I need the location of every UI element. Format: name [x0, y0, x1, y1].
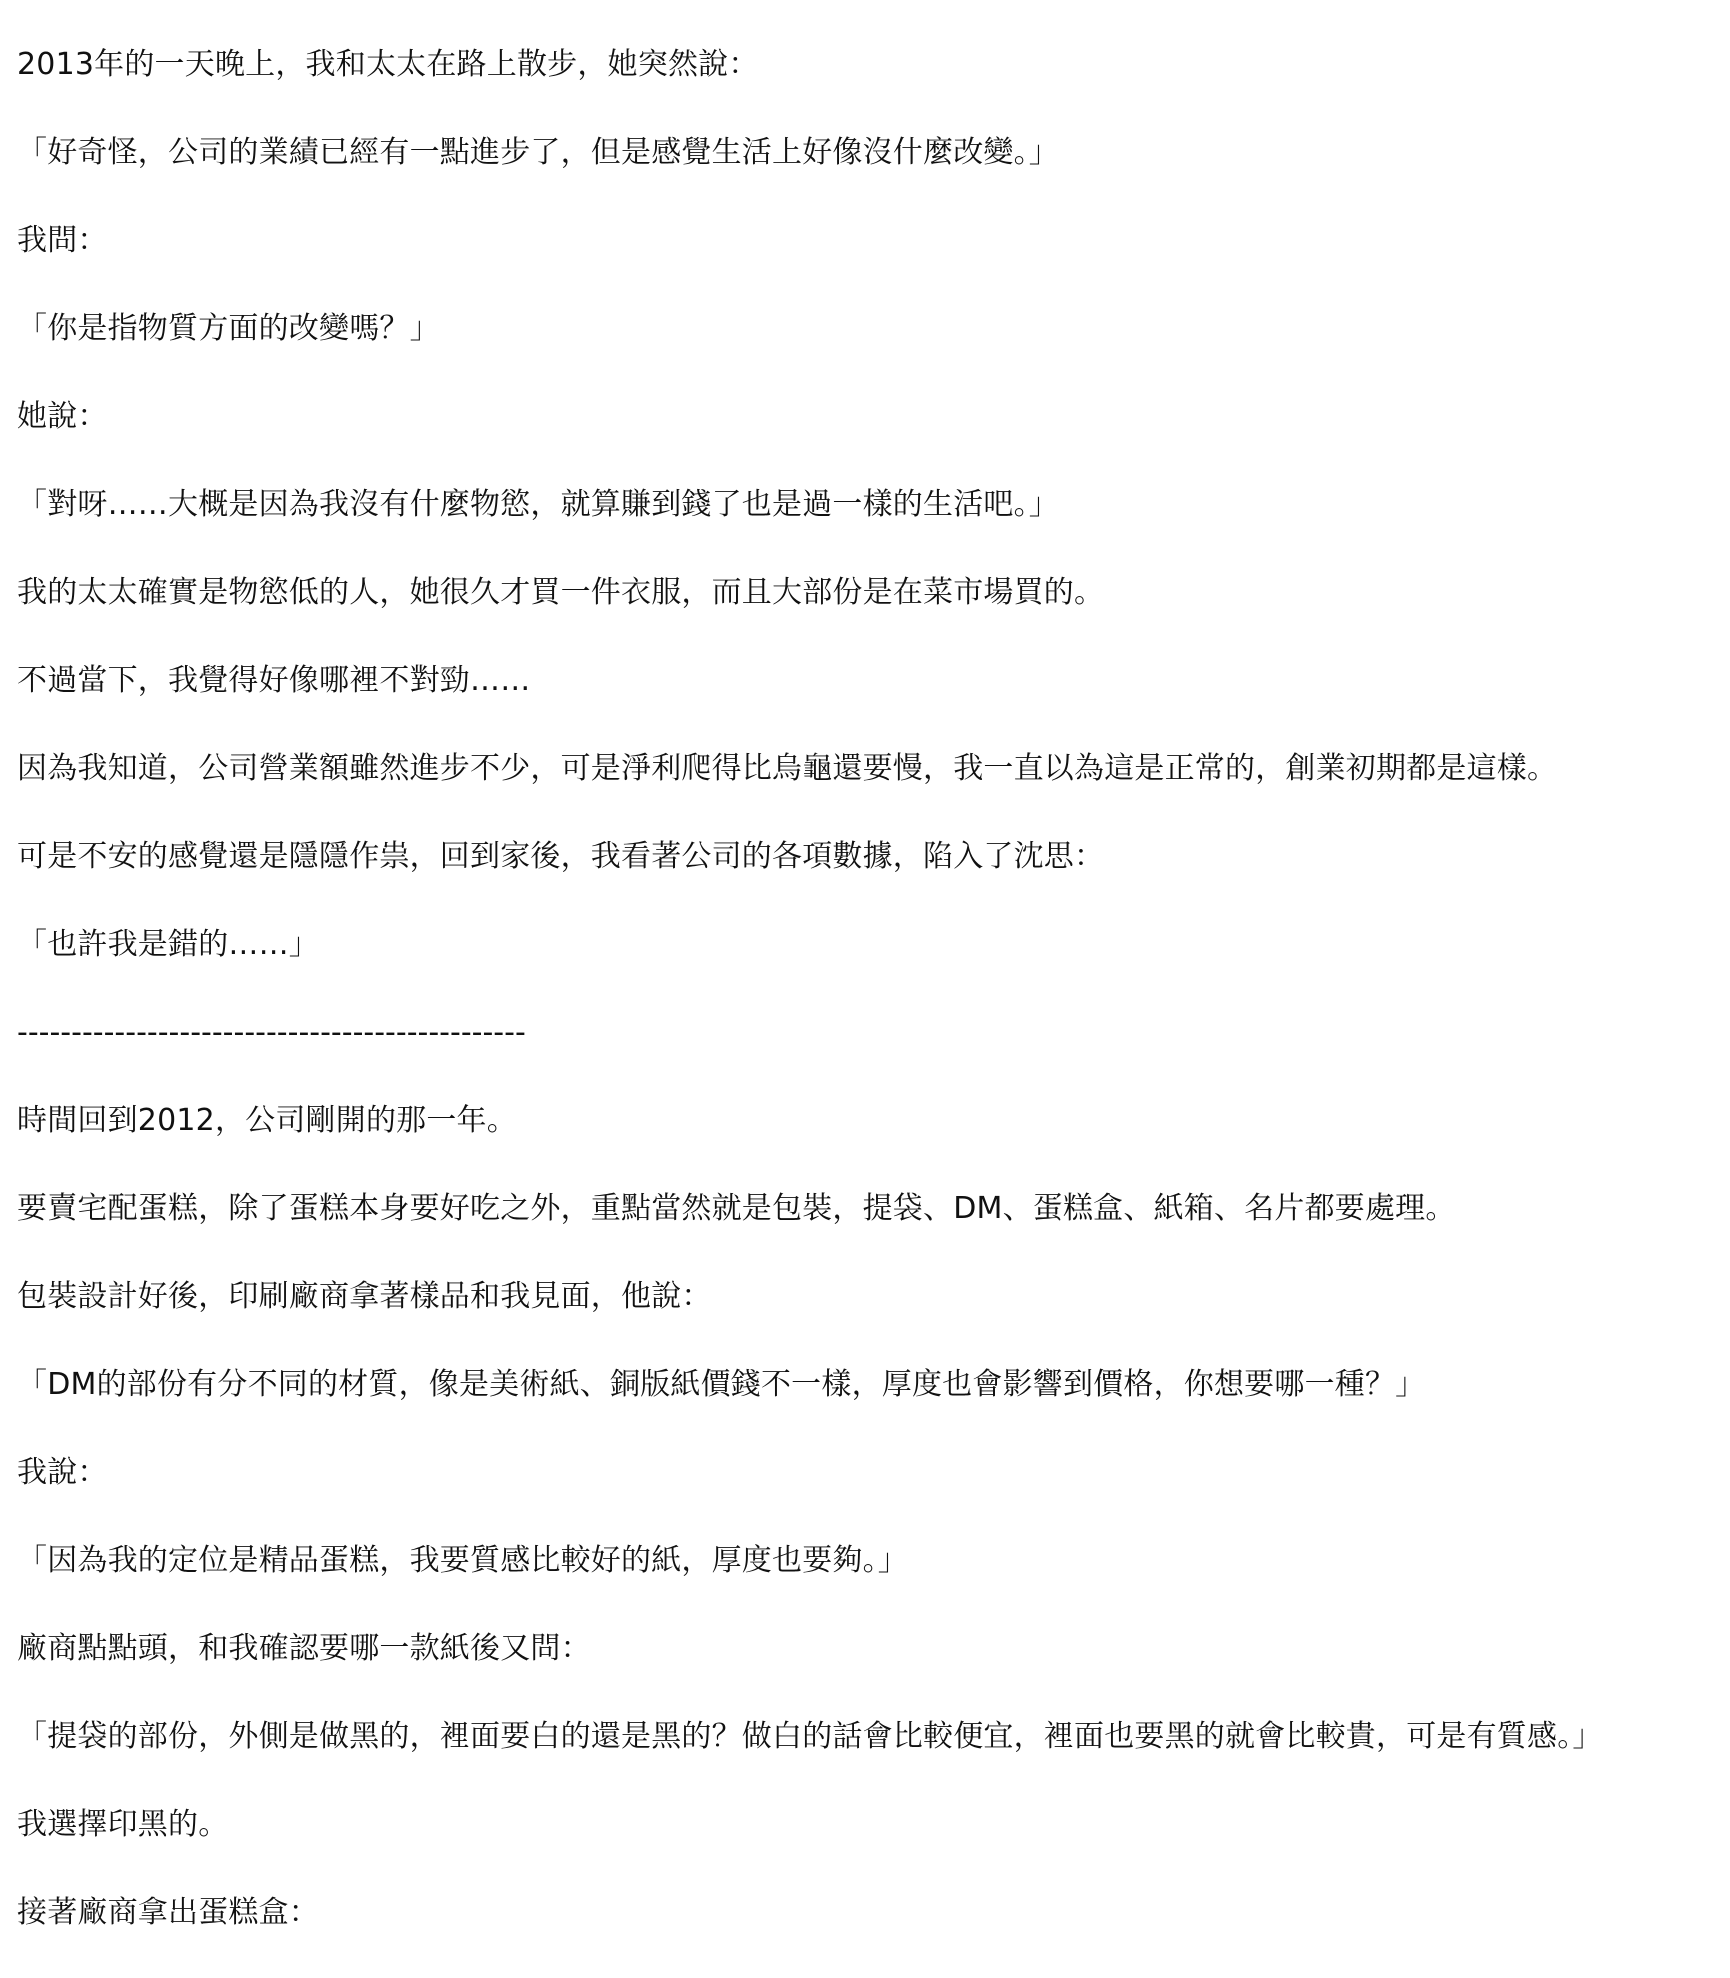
paragraph-6: 「對呀……大概是因為我沒有什麼物慾，就算賺到錢了也是過一樣的生活吧。」	[17, 487, 1059, 522]
paragraph-15: 「DM的部份有分不同的材質，像是美術紙、銅版紙價錢不一樣，厚度也會影響到價格，你想要哪一種？」	[17, 1367, 1426, 1402]
paragraph-20: 我選擇印黑的。	[17, 1807, 229, 1842]
paragraph-9: 因為我知道，公司營業額雖然進步不少，可是淨利爬得比烏龜還要慢，我一直以為這是正常的，創業初期都是這樣。	[17, 751, 1558, 786]
paragraph-14: 包裝設計好後，印刷廠商拿著樣品和我見面，他說：	[17, 1279, 712, 1314]
paragraph-5: 她說：	[17, 399, 108, 434]
paragraph-4: 「你是指物質方面的改變嗎？」	[17, 311, 440, 346]
paragraph-21: 接著廠商拿出蛋糕盒：	[17, 1895, 319, 1930]
section-divider: -----------------------------------------------	[17, 1015, 526, 1050]
paragraph-19: 「提袋的部份，外側是做黑的，裡面要白的還是黑的？做白的話會比較便宜，裡面也要黑的就會比較貴，可是有質感。」	[17, 1719, 1603, 1754]
paragraph-16: 我說：	[17, 1455, 108, 1490]
paragraph-12: 時間回到2012，公司剛開的那一年。	[17, 1103, 517, 1138]
paragraph-2: 「好奇怪，公司的業績已經有一點進步了，但是感覺生活上好像沒什麼改變。」	[17, 135, 1059, 170]
paragraph-13: 要賣宅配蛋糕，除了蛋糕本身要好吃之外，重點當然就是包裝，提袋、DM、蛋糕盒、紙箱、名片都要處理。	[17, 1191, 1456, 1226]
paragraph-8: 不過當下，我覺得好像哪裡不對勁……	[17, 663, 531, 698]
paragraph-1: 2013年的一天晚上，我和太太在路上散步，她突然說：	[17, 47, 759, 82]
paragraph-11: 「也許我是錯的……」	[17, 927, 319, 962]
paragraph-18: 廠商點點頭，和我確認要哪一款紙後又問：	[17, 1631, 591, 1666]
paragraph-10: 可是不安的感覺還是隱隱作祟，回到家後，我看著公司的各項數據，陷入了沈思：	[17, 839, 1105, 874]
paragraph-17: 「因為我的定位是精品蛋糕，我要質感比較好的紙，厚度也要夠。」	[17, 1543, 908, 1578]
paragraph-7: 我的太太確實是物慾低的人，她很久才買一件衣服，而且大部份是在菜市場買的。	[17, 575, 1105, 610]
paragraph-3: 我問：	[17, 223, 108, 258]
